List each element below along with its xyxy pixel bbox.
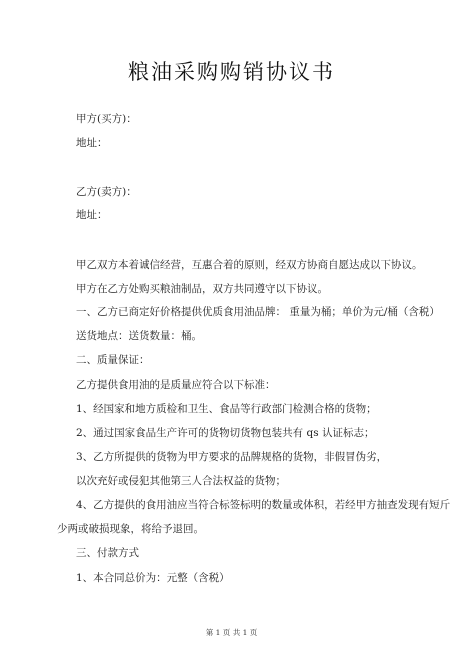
clause-2-item-4: 4、乙方提供的食用油应当符合标签标明的数量或体积，若经甲方抽查发现有短斤	[76, 499, 451, 511]
clause-1-text: 一、乙方已商定好价格提供优质食用油品牌： 重量为桶；单价为元/桶（含税）	[76, 306, 440, 318]
clause-2-intro: 乙方提供食用油的是质量应符合以下标准：	[76, 379, 276, 391]
clause-1-continuation: 送货地点：送货数量：桶。	[76, 330, 202, 342]
clause-2-item-4-continuation: 少两或破损现象，将给予退回。	[57, 523, 204, 535]
party-b-label: 乙方(卖方)：	[76, 186, 137, 198]
document-title: 粮油采购购销协议书	[128, 60, 335, 84]
preamble-paragraph-2: 甲方在乙方处购买粮油制品，双方共同遵守以下协议。	[76, 283, 328, 295]
clause-3-title: 三、付款方式	[76, 547, 139, 559]
clause-3-item-1: 1、本合同总价为：元整（含税）	[76, 572, 230, 584]
party-b-address: 地址：	[76, 209, 108, 221]
clause-2-item-3-continuation: 以次充好或侵犯其他第三人合法权益的货物；	[76, 475, 286, 487]
party-a-label: 甲方(买方)：	[76, 113, 137, 125]
clause-2-title: 二、质量保证：	[76, 354, 150, 366]
clause-2-item-3: 3、乙方所提供的货物为甲方要求的品牌规格的货物，非假冒伪劣，	[76, 451, 388, 463]
page-footer: 第 1 页 共 1 页	[205, 628, 258, 637]
clause-2-item-2: 2、通过国家食品生产许可的货物切货物包装共有 qs 认证标志；	[76, 427, 375, 439]
clause-2-item-1: 1、经国家和地方质检和卫生、食品等行政部门检测合格的货物；	[76, 403, 377, 415]
party-a-address: 地址：	[76, 137, 108, 149]
preamble-paragraph: 甲乙双方本着诚信经营，互惠合着的原则，经双方协商自愿达成以下协议。	[76, 259, 423, 271]
